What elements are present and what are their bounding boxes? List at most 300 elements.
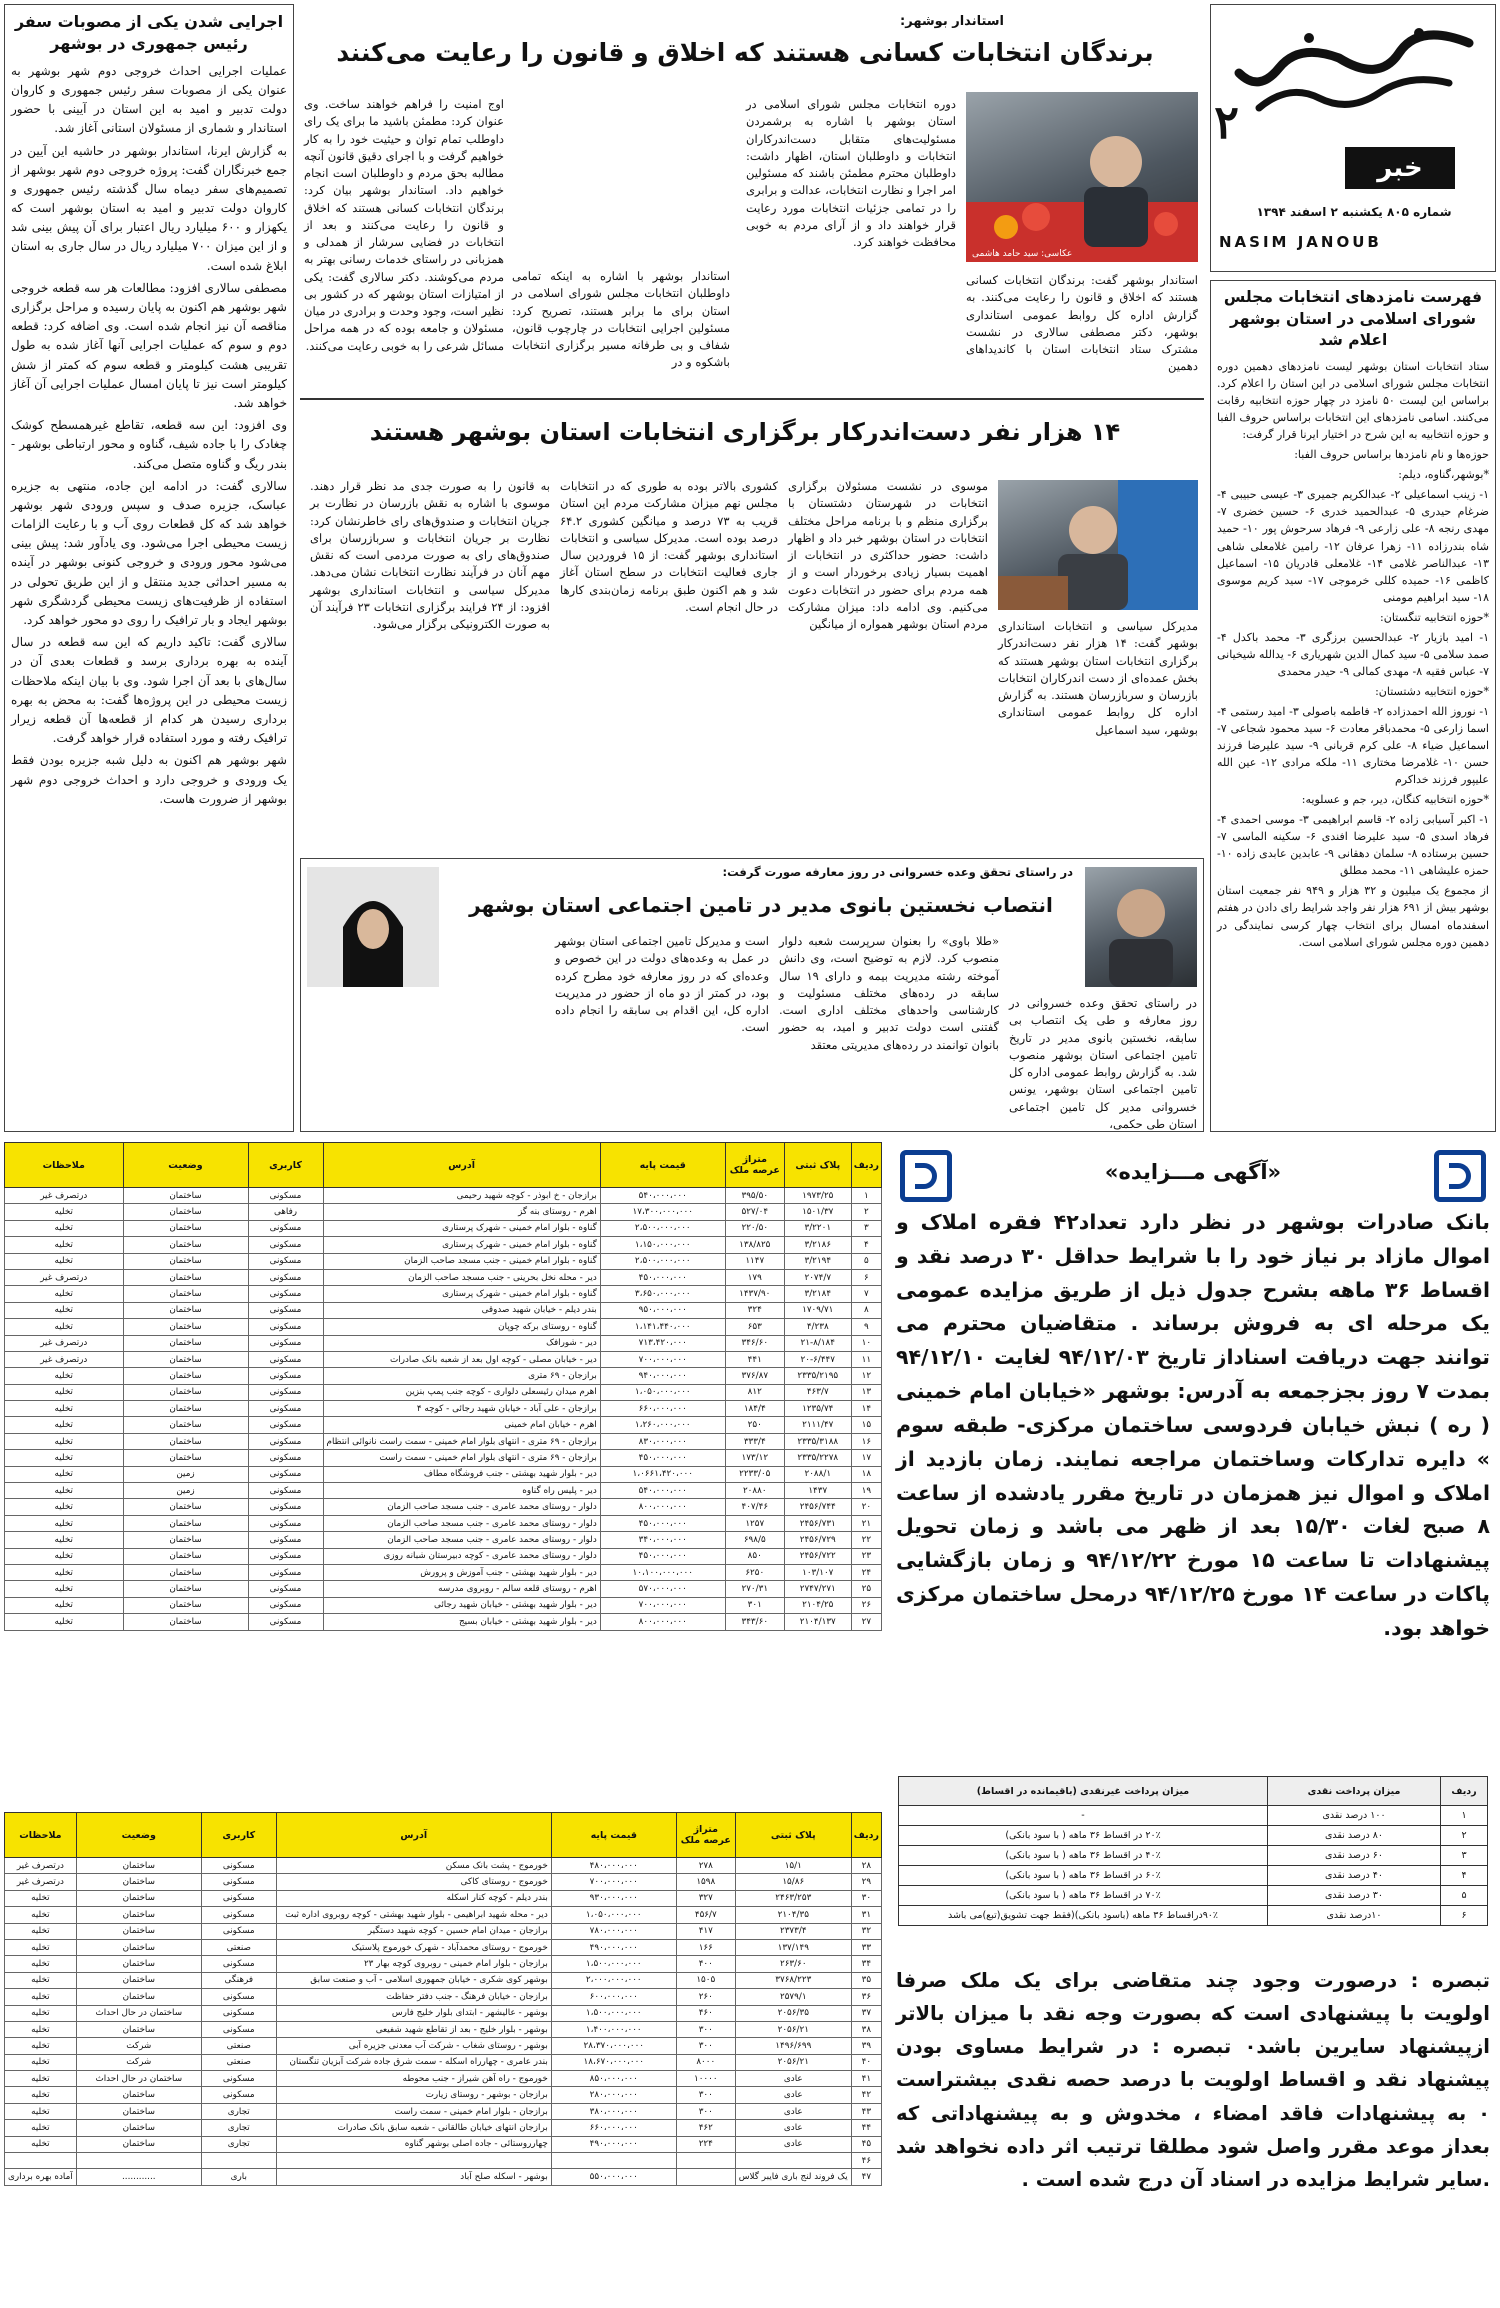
table-cell: شرکت <box>76 2054 201 2070</box>
table-cell: بوشهر - بلوار خلیج - بعد از تقاطع شهید شفیعی <box>276 2021 551 2037</box>
table-cell: درتصرف غیر <box>5 1874 77 1890</box>
table-cell: ساختمان <box>76 1956 201 1972</box>
table-cell: ۲۳۳۵/۳۱۸۸ <box>784 1433 851 1449</box>
candidates-para: حوزه‌ها و نام نامزدها براساس حروف الفبا: <box>1294 448 1489 462</box>
table-cell: ۵۷۰،۰۰۰،۰۰۰ <box>600 1581 725 1597</box>
article-3-photo-director <box>1085 867 1197 987</box>
col-header: ردیف <box>1441 1777 1488 1806</box>
table-cell: برازجان - خ ابوذر - کوچه شهید رحیمی <box>323 1188 600 1204</box>
table-cell: ۲۲۴ <box>676 2136 735 2152</box>
table-cell: ۳۰۱ <box>725 1597 784 1613</box>
table-cell: شرکت <box>76 2038 201 2054</box>
table-row <box>5 1384 882 1400</box>
table-cell: ۴۱ <box>851 2071 881 2087</box>
table-row <box>5 1499 882 1515</box>
col-header: آدرس <box>323 1143 600 1188</box>
table-cell: ساختمان <box>76 2087 201 2103</box>
table-cell: ساختمان <box>76 1989 201 2005</box>
table-cell: ۱،۰۶۶۱،۴۲۰،۰۰۰ <box>600 1466 725 1482</box>
table-cell: چهارروستائی - جاده اصلی بوشهر گناوه <box>276 2136 551 2152</box>
table-cell: درتصرف غیر <box>5 1351 124 1367</box>
table-cell: تخلیه <box>5 1286 124 1302</box>
table-cell: ساختمان <box>76 1874 201 1890</box>
table-cell: دیر - بلوار شهید بهشتی - جنب آموزش و پرورش <box>323 1564 600 1580</box>
table-cell: درتصرف غیر <box>5 1188 124 1204</box>
bank-logo-icon <box>900 1150 952 1202</box>
table-cell: - <box>899 1806 1268 1826</box>
table-row <box>899 1826 1488 1846</box>
col-header: میزان پرداخت غیرنقدی (باقیمانده در اقساط) <box>899 1777 1268 1806</box>
col-header: کاربری <box>248 1143 323 1188</box>
table-row <box>5 2136 882 2152</box>
table-cell: ۱۱۴۷ <box>725 1253 784 1269</box>
article-2-col: مدیرکل سیاسی و انتخابات استانداری بوشهر گفت: ۱۴ هزار نفر دست‌اندرکار برگزاری انتخابات استان بوشهر هستند که بخش عمده‌ای از دست اندرکاران انتخابات بازرسان و سربازرسان هستند. به گزارش اداره کل روابط عمومی استانداری بوشهر، سید اسماعیل <box>998 619 1198 737</box>
table-cell: ۱۰۳/۱۰۷ <box>784 1564 851 1580</box>
table-cell: ۲،۵۰۰،۰۰۰،۰۰۰ <box>600 1253 725 1269</box>
table-cell: ساختمان <box>123 1286 248 1302</box>
speaker-icon <box>966 92 1198 262</box>
table-cell: ۳۰۰ <box>676 2103 735 2119</box>
table-cell: ۱۴۳۷ <box>784 1483 851 1499</box>
candidates-box <box>1210 280 1496 1132</box>
table-cell: ۱۰۰ درصد نقدی <box>1268 1806 1441 1826</box>
table-cell: صنعتی <box>201 2054 276 2070</box>
table-cell: ۳/۲۲۰۱ <box>784 1220 851 1236</box>
table-cell: ۲۷۴۷/۲۷۱ <box>784 1581 851 1597</box>
table-cell <box>735 2153 851 2169</box>
table-row <box>5 2169 882 2185</box>
table-cell: مسکونی <box>248 1433 323 1449</box>
table-cell: ۴۵ <box>851 2136 881 2152</box>
table-cell: ۲۸ <box>851 1858 881 1874</box>
table-cell: ۳۵ <box>851 1972 881 1988</box>
table-cell: دلوار - روستای محمد عامری - کوچه دبیرستان شبانه روزی <box>323 1548 600 1564</box>
table-cell: تخلیه <box>5 1890 77 1906</box>
table-cell: ۱۹۷۳/۲۵ <box>784 1188 851 1204</box>
table-cell: ساختمان <box>76 1972 201 1988</box>
table-cell: تخلیه <box>5 1319 124 1335</box>
table-cell: ۲۲۰/۵۰ <box>725 1220 784 1236</box>
table-cell: ۱۲۳۵/۷۴ <box>784 1401 851 1417</box>
candidates-para: ستاد انتخابات استان بوشهر لیست نامزدهای دهمین دوره انتخابات مجلس شورای اسلامی در این استان را اعلام کرد. براساس این لیست ۵۰ نامزد در چهار حوزه انتخابیه رقابت می‌کنند. اسامی نامزدهای این انتخابات براساس حروف الفبا و حوزه انتخابیه به این شرح در اختیار ایرنا قرار گرفت: <box>1217 360 1489 442</box>
table-cell: ۱،۰۵۰،۰۰۰،۰۰۰ <box>551 1907 676 1923</box>
table-cell: ۴۱۷ <box>676 1923 735 1939</box>
table-cell: ۳ <box>1441 1846 1488 1866</box>
exit-road-para: شهر بوشهر هم اکنون به دلیل شبه جزیره بودن فقط یک ورودی و خروجی دارد و احداث خروجی دوم شهر بوشهر از ضرورت هاست. <box>11 753 287 806</box>
col-header: قیمت پایه <box>551 1813 676 1858</box>
article-2-col: موسوی در نشست مسئولان برگزاری انتخابات در شهرستان دشتستان با برگزاری منظم و با برنامه مراحل مختلف انتخابات در استان بوشهر خبر داد و اظهار داشت: حضور حداکثری در انتخابات از اهمیت بسیار زیادی برخوردار است و از همه مردم برای حضور در انتخابات دعوت می‌کنیم. وی ادامه داد: میزان مشارکت مردم استان بوشهر همواره از میانگین <box>788 479 988 631</box>
table-cell: ۲۱۰۴/۳۵ <box>735 1907 851 1923</box>
col-header: وضعیت <box>76 1813 201 1858</box>
exit-road-body <box>11 62 287 809</box>
table-cell: ۳۴۳/۶۰ <box>725 1614 784 1630</box>
table-cell: مسکونی <box>248 1269 323 1285</box>
table-cell: گناوه - بلوار امام خمینی - شهرک پرستاری <box>323 1220 600 1236</box>
table-cell: ۳۶ <box>851 1989 881 2005</box>
table-cell: ۱۳ <box>851 1384 881 1400</box>
table-cell: ساختمان <box>123 1597 248 1613</box>
table-cell <box>676 2153 735 2169</box>
auction-notes: تبصره : درصورت وجود چند متقاضی برای یک ملک صرفا اولویت با پیشنهادی است که بصورت وجه نقد با میزان بالاتر ازپیشنهاد سایرین باشد۰ تبصره : در شرایط مساوی بودن پیشنهاد نقد و اقساط اولویت با درصد حصه نقدی بیشتراست ۰ به پیشنهادات فاقد امضاء ، مخدوش و به پیشنهاداتی که بعداز موعد مقرر واصل شود مطلقا ترتیب اثر داده نخواهد شد .سایر شرایط مزایده در اسناد آن درج شده است . <box>896 1969 1490 2191</box>
auction-ad <box>890 1142 1496 2304</box>
table-cell: ۴۰۰ <box>676 1956 735 1972</box>
table-cell: برازجان - بلوار امام خمینی - سمت راست <box>276 2103 551 2119</box>
table-cell: ۷۱۳،۴۲۰،۰۰۰ <box>600 1335 725 1351</box>
table-cell: ۲۱ <box>851 1515 881 1531</box>
table-cell: ۲،۵۰۰،۰۰۰،۰۰۰ <box>600 1220 725 1236</box>
table-cell: مسکونی <box>248 1466 323 1482</box>
table-cell: خورموج - روستای کاکی <box>276 1874 551 1890</box>
table-cell: ۹۴۰،۰۰۰،۰۰۰ <box>600 1368 725 1384</box>
director-photo-icon <box>1085 867 1197 987</box>
table-cell: ۲۵ <box>851 1581 881 1597</box>
table-cell: باری <box>201 2169 276 2185</box>
table-row <box>5 1466 882 1482</box>
table-cell: ۲۹ <box>851 1874 881 1890</box>
table-cell: ۵ <box>1441 1886 1488 1906</box>
table-cell: ۴۶۲ <box>676 2120 735 2136</box>
auction-title: «آگهی مـــزایده» <box>1104 1160 1282 1184</box>
table-cell: زمین <box>123 1466 248 1482</box>
table-cell: ساختمان <box>76 2021 201 2037</box>
table-cell: ۸۵۰ <box>725 1548 784 1564</box>
table-cell: ۷۰۰،۰۰۰،۰۰۰ <box>600 1351 725 1367</box>
table-cell: ۳۲۴ <box>725 1302 784 1318</box>
table-cell: مسکونی <box>248 1597 323 1613</box>
table-cell: مسکونی <box>201 2087 276 2103</box>
issue-line: شماره ۸۰۵ یکشنبه ۲ اسفند ۱۳۹۴ <box>1256 205 1452 219</box>
table-cell: مسکونی <box>201 1989 276 2005</box>
table-cell: ۴۸۰،۰۰۰،۰۰۰ <box>551 1858 676 1874</box>
table-cell: ساختمان <box>123 1220 248 1236</box>
woman-photo-icon <box>307 867 439 987</box>
table-row <box>5 1368 882 1384</box>
table-cell: مسکونی <box>248 1237 323 1253</box>
table-cell: ساختمان <box>123 1319 248 1335</box>
table-cell: ۱،۲۶۰،۰۰۰،۰۰۰ <box>600 1417 725 1433</box>
table-cell: ساختمان <box>123 1335 248 1351</box>
exit-road-para: سالاری گفت: در ادامه این جاده، منتهی به جزیره عباسک، جزیره صدف و سپس ورودی شهر بوشهر خواهد شد که کل قطعات روی آب و با رعایت الزامات زیست محیطی اجرا می‌شود. وی یادآور شد: پیش بینی می‌شود محور ورودی و خروجی کنونی بوشهر در آینده به مسیر احداثی جدید منتقل و از این طریق تحولی در استفاده از ظرفیت‌های زیست محیطی گردشگری شهر بوشهر ایجاد و بار ترافیک را روی دو محور خواهد کرد. <box>11 478 287 628</box>
table-cell: دیر - محله نخل بحرینی - جنب مسجد صاحب الزمان <box>323 1269 600 1285</box>
table-cell: مسکونی <box>248 1302 323 1318</box>
table-row <box>5 2087 882 2103</box>
official-photo-icon <box>998 480 1198 610</box>
table-cell: ............ <box>76 2169 201 2185</box>
table-cell: ساختمان در حال احداث <box>76 2071 201 2087</box>
table-cell: ۳۸۰،۰۰۰،۰۰۰ <box>551 2103 676 2119</box>
table-cell <box>676 2169 735 2185</box>
table-cell: ۳۰ درصد نقدی <box>1268 1886 1441 1906</box>
table-cell: مسکونی <box>248 1548 323 1564</box>
table-cell: ۱۴ <box>851 1401 881 1417</box>
table-cell: مسکونی <box>248 1286 323 1302</box>
table-cell: ۶۶۰،۰۰۰،۰۰۰ <box>551 2120 676 2136</box>
table-cell: عادی <box>735 2071 851 2087</box>
article-2-photo <box>998 480 1198 610</box>
article-3-photo-woman <box>307 867 439 987</box>
table-cell: ۴۲ <box>851 2087 881 2103</box>
table-cell: ۴۶۳/۷ <box>784 1384 851 1400</box>
table-cell: ساختمان <box>123 1401 248 1417</box>
exit-road-headline: اجرایی شدن یکی از مصوبات سفر رئیس جمهوری در بوشهر <box>14 12 284 54</box>
table-cell: تخلیه <box>5 2021 77 2037</box>
table-row <box>5 1597 882 1613</box>
table-row <box>5 1907 882 1923</box>
table-cell: ۴۵۰،۰۰۰،۰۰۰ <box>600 1548 725 1564</box>
table-cell: ۲۰۷۴/۷ <box>784 1269 851 1285</box>
table-cell: ۱،۱۵۰،۰۰۰،۰۰۰ <box>600 1237 725 1253</box>
table-cell: ۳۱ <box>851 1907 881 1923</box>
bank-logo-icon <box>1434 1150 1486 1202</box>
table-cell: عادی <box>735 2087 851 2103</box>
table-cell: ۲۳۷۳/۴ <box>735 1923 851 1939</box>
table-cell: ۷۰۰،۰۰۰،۰۰۰ <box>600 1597 725 1613</box>
table-cell: ۴۹۰،۰۰۰،۰۰۰ <box>551 1939 676 1955</box>
table-cell: ۵۴۰،۰۰۰،۰۰۰ <box>600 1188 725 1204</box>
table-row <box>5 2038 882 2054</box>
table-cell: تخلیه <box>5 1614 124 1630</box>
payment-table <box>898 1776 1488 1926</box>
table-cell: ۱ <box>851 1188 881 1204</box>
exit-road-para: به گزارش ایرنا، استاندار بوشهر در حاشیه این آیین در جمع خبرنگاران گفت: پروژه خروجی دوم شهر بوشهر از تصمیم‌های سفر دیماه سال گذشته رئیس جمهوری و کاروان دولت تدبیر و امید به استان بوشهر است که یکهزار و ۶۰۰ میلیارد ریال اعتبار برای آن پیش بینی شد و از این میزان ۷۰۰ میلیارد ریال در سال جاری به استان ابلاغ شده است. <box>11 143 288 273</box>
table-cell: ۲۱۰۴/۱۳۷ <box>784 1614 851 1630</box>
table-cell: ۲۰٪ در اقساط ۳۶ ماهه ( با سود بانکی) <box>899 1826 1268 1846</box>
table-cell: ۱۷،۳۰۰،۰۰۰،۰۰۰ <box>600 1204 725 1220</box>
table-cell: تخلیه <box>5 1532 124 1548</box>
table-cell: ۲۴۵۶/۷۳۱ <box>784 1515 851 1531</box>
table-row <box>5 1564 882 1580</box>
table-row <box>5 1253 882 1269</box>
article-1-col: استاندار بوشهر با اشاره به اینکه تمامی داوطلبان انتخابات مجلس شورای اسلامی در استان برای ما برابر هستند، تصریح کرد: مسئولین اجرایی انتخابات در چارچوب قانون، شفاف و بی طرفانه مسیر برگزاری انتخابات باشکوه و در <box>512 269 730 370</box>
table-cell: دیر - بلوار شهید بهشتی - خیابان بسیج <box>323 1614 600 1630</box>
col-header: ردیف <box>851 1813 881 1858</box>
table-cell: ساختمان <box>123 1450 248 1466</box>
table-cell: ۱۲۵۷ <box>725 1515 784 1531</box>
table-cell: مسکونی <box>248 1532 323 1548</box>
article-2-col: به قانون را به صورت جدی مد نظر قرار دهند. موسوی با اشاره به نقش بازرسان در نظارت بر جریان انتخابات و صندوق‌های رای خاطرنشان کرد: نظارت بر جریان انتخابات و سربازرسان برای صندوق‌های رای به صورت مردمی است که نقش مهم آنان در فرآیند نظارت انتخابات نشان می‌دهد. مدیرکل سیاسی و انتخابات استانداری بوشهر افزود: از ۲۴ فرایند برگزاری انتخابات ۲۳ فرآیند آن به صورت الکترونیکی برگزار می‌شود. <box>310 479 551 631</box>
table-cell: ۶۶۰،۰۰۰،۰۰۰ <box>600 1401 725 1417</box>
properties-table-1 <box>4 1142 882 1631</box>
table-cell: مسکونی <box>248 1368 323 1384</box>
table-cell: تخلیه <box>5 1483 124 1499</box>
table-cell: ۹۵۰،۰۰۰،۰۰۰ <box>600 1302 725 1318</box>
table-row <box>5 1188 882 1204</box>
table-cell: تخلیه <box>5 1368 124 1384</box>
table-cell: ۲۲۳۳/۰۵ <box>725 1466 784 1482</box>
table-cell: برازجان - میدان امام حسین - کوچه شهید دستگیر <box>276 1923 551 1939</box>
article-1 <box>300 4 1204 392</box>
exit-road-para: مصطفی سالاری افزود: مطالعات هر سه قطعه خروجی شهر بوشهر هم اکنون به پایان رسیده و مراحل برگزاری مناقصه آن نیز انجام شده است. وی اضافه کرد: قطعه دوم و سوم که عملیات اجرایی آنها آغاز شده به طول تقریبی هشت کیلومتر و قطعه سوم که کمتر از شش کیلومتر است نیز تا پایان امسال عملیات اجرایی آن آغاز خواهد شد. <box>11 280 287 410</box>
table-cell: ۱۵/۸۶ <box>735 1874 851 1890</box>
table-cell: ۸۰ درصد نقدی <box>1268 1826 1441 1846</box>
table-cell: ۱۷۰۹/۷۱ <box>784 1302 851 1318</box>
table-cell: ۴/۲۳۸ <box>784 1319 851 1335</box>
article-2-col: کشوری بالاتر بوده به طوری که در انتخابات مجلس نهم میزان مشارکت مردم این استان قریب به ۷۳ درصد و میانگین کشوری ۶۴.۲ درصد بوده است. مدیرکل سیاسی و انتخابات استانداری بوشهر گفت: از ۱۵ فروردین سال جاری فعالیت انتخابات در سطح استان آغاز شد و هم اکنون طبق برنامه زمان‌بندی کارها در حال انجام است. <box>560 479 778 614</box>
table-cell: ۲ <box>1441 1826 1488 1846</box>
table-cell: عادی <box>735 2120 851 2136</box>
col-header: متراژ عرصه ملک <box>725 1143 784 1188</box>
article-3 <box>300 858 1204 1132</box>
exit-road-para: وی افزود: این سه قطعه، تقاطع غیرهمسطح کوشک چغادک را با جاده شیف، گناوه و محور ارتباطی بوشهر - بندر ریگ و گناوه متصل می‌کند. <box>11 418 287 471</box>
table-cell: مسکونی <box>201 1956 276 1972</box>
table-row <box>5 1532 882 1548</box>
table-cell: ۲،۰۰۰،۰۰۰،۰۰۰ <box>551 1972 676 1988</box>
table-cell: ۱۵/۱ <box>735 1858 851 1874</box>
table-cell: ساختمان <box>123 1302 248 1318</box>
table-cell: تخلیه <box>5 1220 124 1236</box>
table-cell: ۱۵۰۱/۳۷ <box>784 1204 851 1220</box>
article-2 <box>300 398 1204 850</box>
table-cell: ۲۰۸۸۰ <box>725 1483 784 1499</box>
col-header: قیمت پایه <box>600 1143 725 1188</box>
table-cell: عادی <box>735 2136 851 2152</box>
table-cell: ۲۴۵۶/۷۲۹ <box>784 1532 851 1548</box>
table-cell: ۱۵۰۵ <box>676 1972 735 1988</box>
candidates-para: *بوشهر،گناوه، دیلم: <box>1398 468 1489 482</box>
table-cell: مسکونی <box>201 1858 276 1874</box>
table-cell: ۲۰۸۸/۱ <box>784 1466 851 1482</box>
table-cell: ۸۰۰،۰۰۰،۰۰۰ <box>600 1614 725 1630</box>
table-cell: تخلیه <box>5 1564 124 1580</box>
table-cell: ۵۲۷/۰۴ <box>725 1204 784 1220</box>
table-row <box>5 1890 882 1906</box>
table-cell: ۴۴ <box>851 2120 881 2136</box>
table-cell: مسکونی <box>248 1564 323 1580</box>
section-label: خبر <box>1345 147 1455 189</box>
table-cell: دیر - خیابان مصلی - کوچه اول بعد از شعبه بانک صادرات <box>323 1351 600 1367</box>
table-cell: ساختمان <box>123 1581 248 1597</box>
table-cell: ۲۰-۶/۴۴۷ <box>784 1351 851 1367</box>
table-cell: بندر دیلم - خیابان شهید صدوقی <box>323 1302 600 1318</box>
table-cell: تخلیه <box>5 1384 124 1400</box>
table-row <box>5 2005 882 2021</box>
table-cell: ساختمان <box>76 2103 201 2119</box>
table-cell: ۲۱۰۴/۲۵ <box>784 1597 851 1613</box>
table-cell: مسکونی <box>248 1614 323 1630</box>
auction-body: بانک صادرات بوشهر در نظر دارد تعداد۴۲ فقره املاک و اموال مازاد بر نیاز خود را با شرایط حداقل ۳۰ درصد نقد و اقساط ۳۶ ماهه بشرح جدول ذیل از طریق مزایده عمومی یک مرحله ای به فروش برساند . متقاضیان محترم می توانند جهت دریافت اسناداز تاریخ ۹۴/۱۲/۰۳ لغایت ۹۴/۱۲/۱۰ بمدت ۷ روز بجزجمعه به آدرس: بوشهر «خیابان امام خمینی ( ره ) نبش خیابان فردوسی ساختمان مرکزی- طبقه سوم » دایره تدارکات وساختمان مراجعه نمایند. زمان بازدید از املاک و اموال نیز همزمان در تاریخ مقرر یادشده از ساعت ۸ صبح لغات ۱۵/۳۰ بعد از ظهر می باشد و زمان تحویل پیشنهادات تا ساعت ۱۵ مورخ ۹۴/۱۲/۲۲ و زمان بازگشایی پاکات در ساعت ۱۴ مورخ ۹۴/۱۲/۲۵ درمحل ساختمان مرکزی خواهد بود. <box>896 1210 1491 1640</box>
table-cell: ساختمان <box>123 1614 248 1630</box>
table-cell: ۴۰ درصد نقدی <box>1268 1866 1441 1886</box>
table-cell: ۱،۵۰۰،۰۰۰،۰۰۰ <box>551 1956 676 1972</box>
table-row <box>5 2103 882 2119</box>
table-row <box>5 1956 882 1972</box>
properties-table-2 <box>4 1812 882 2186</box>
table-cell: مسکونی <box>248 1220 323 1236</box>
col-header: وضعیت <box>123 1143 248 1188</box>
candidates-para: ۱- نوروز الله احمدزاده ۲- فاطمه باصولی ۳- امید رستمی ۴- اسما زارعی ۵- محمدباقر معادت ۶- سید محمود شجاعی ۷- اسماعیل ضیاء ۸- علی کرم قربانی ۹- سید علیرضا فرزند حسن ۱۰- غلامرضا مختاری ۱۱- ملکه مرادی ۱۲- عین الله علیپور فرزند خداکرم <box>1217 704 1490 787</box>
table-cell: درتصرف غیر <box>5 1335 124 1351</box>
table-cell: ۳۴۰،۰۰۰،۰۰۰ <box>600 1532 725 1548</box>
table-row <box>5 1237 882 1253</box>
table-cell: تخلیه <box>5 1989 77 2005</box>
table-cell: خورموج - راه آهن شیراز - جنب محوطه <box>276 2071 551 2087</box>
col-header: ردیف <box>851 1143 881 1188</box>
table-cell: دیر - محله شهید ابراهیمی - بلوار شهید بهشتی - کوچه روبروی اداره ثبت <box>276 1907 551 1923</box>
table-cell: ۳۷۶/۸۷ <box>725 1368 784 1384</box>
table-cell: ۳۰ <box>851 1890 881 1906</box>
table-cell: ساختمان <box>123 1269 248 1285</box>
table-row <box>5 1417 882 1433</box>
table-cell: ۳۷ <box>851 2005 881 2021</box>
table-cell: تخلیه <box>5 1923 77 1939</box>
table-cell: ساختمان <box>123 1368 248 1384</box>
table-cell: درتصرف غیر <box>5 1269 124 1285</box>
article-1-kicker: استاندار بوشهر: <box>900 14 1004 29</box>
table-cell: ۱،۱۴۱،۴۴۰،۰۰۰ <box>600 1319 725 1335</box>
article-3-headline: انتصاب نخستین بانوی مدیر در تامین اجتماعی استان بوشهر <box>469 893 1053 917</box>
table-cell: ۹ <box>851 1319 881 1335</box>
table-cell: بوشهر - روستای شغاب - شرکت آب معدنی جزیره آبی <box>276 2038 551 2054</box>
table-cell: ۴۷ <box>851 2169 881 2185</box>
article-3-col: «طلا باوی» را بعنوان سرپرست شعبه دلوار منصوب کرد. لازم به توضیح است، وی دانش آموخته رشته مدیریت بیمه و دارای ۱۹ سال سابقه در رده‌های مختلف مسئولیت و کارشناسی واحدهای مختلف اداری است. گفتنی است دولت تدبیر و امید، به حضور بانوان توانمند در رده‌های مدیریتی معتقد <box>779 934 1000 1052</box>
table-cell: تخلیه <box>5 1972 77 1988</box>
table-cell: ۲۰۵۶/۳۵ <box>735 2005 851 2021</box>
table-cell: تخلیه <box>5 2054 77 2070</box>
table-cell <box>76 2153 201 2169</box>
table-cell: ساختمان <box>123 1188 248 1204</box>
table-cell: ۶۲۵۰ <box>725 1564 784 1580</box>
table-cell: ۶۰۰،۰۰۰،۰۰۰ <box>551 1989 676 2005</box>
table-cell: ۴۵۶/۷ <box>676 1907 735 1923</box>
table-cell: دیر - پلیس راه گناوه <box>323 1483 600 1499</box>
table-cell: مسکونی <box>248 1319 323 1335</box>
table-cell: ۴۶ <box>851 2153 881 2169</box>
table-cell: ۱۴۳۷/۹۰ <box>725 1286 784 1302</box>
table-cell: ۳۰۰ <box>676 2087 735 2103</box>
table-cell: تخلیه <box>5 2120 77 2136</box>
table-cell: دلوار - روستای محمد عامری - جنب مسجد صاحب الزمان <box>323 1515 600 1531</box>
table-cell: تخلیه <box>5 2038 77 2054</box>
table-cell: مسکونی <box>248 1515 323 1531</box>
exit-road-para: سالاری گفت: تاکید داریم که این سه قطعه در سال آینده به بهره برداری برسد و قطعات بعدی آن در سال‌های با بعد آن اجرا شود. وی با بیان اینکه ملاحظات زیست محیطی در این پروژه‌ها گفت: به محض به بهره برداری رسیدن هر کدام از قطعه‌ها آن قطعه زیرار ترافیک رفته و مورد استفاده قرار خواهد گرفت. <box>11 635 287 746</box>
table-cell: مسکونی <box>201 1907 276 1923</box>
table-cell: ۳۳ <box>851 1939 881 1955</box>
table-cell: مسکونی <box>248 1417 323 1433</box>
article-1-photo <box>966 92 1198 262</box>
exit-road-box <box>4 4 294 1132</box>
table-cell: ۷۸۰،۰۰۰،۰۰۰ <box>551 1923 676 1939</box>
table-cell: خورموج - پشت بانک مسکن <box>276 1858 551 1874</box>
table-cell: ۲۳۳۵/۲۲۷۸ <box>784 1450 851 1466</box>
table-cell: ۲۶۳/۶۰ <box>735 1956 851 1972</box>
table-cell: ۱۷۳/۱۲ <box>725 1450 784 1466</box>
table-cell: تخلیه <box>5 2087 77 2103</box>
table-cell: بندر عامری - چهارراه اسکله - سمت شرق جاده شرکت آبزیان تنگستان <box>276 2054 551 2070</box>
table-cell: ساختمان <box>76 1907 201 1923</box>
article-1-headline: برندگان انتخابات کسانی هستند که اخلاق و قانون را رعایت می‌کنند <box>336 38 1154 67</box>
table-row <box>5 1923 882 1939</box>
table-cell: ۳۹۵/۵۰ <box>725 1188 784 1204</box>
table-cell: ساختمان <box>76 1890 201 1906</box>
table-cell: مسکونی <box>248 1253 323 1269</box>
table-cell: ۴۹۰،۰۰۰،۰۰۰ <box>551 2136 676 2152</box>
table-cell: ۳۳۳/۴ <box>725 1433 784 1449</box>
article-1-col: دوره انتخابات مجلس شورای اسلامی در استان بوشهر با اشاره به برشمردن مسئولیت‌های متقابل دست‌اندرکاران انتخابات و داوطلبان استان، اظهار داشت: داوطلبان محترم مطمئن باشند که مسئولین امر اجرا و نظارت انتخابات، عدالت و برابری را در تمامی جزئیات انتخابات مورد رعایت قرار خواهند داد و از آرای مردم به خوبی محافظت خواهند کرد. <box>746 97 956 249</box>
table-cell: تخلیه <box>5 1237 124 1253</box>
table-cell: مسکونی <box>201 1890 276 1906</box>
table-cell: ۳/۲۱۸۴ <box>784 1286 851 1302</box>
payment-table-wrap <box>898 1776 1488 1926</box>
article-3-col: است و مدیرکل تامین اجتماعی استان بوشهر در عمل به وعده‌های دولت در این خصوص و وعده‌ای که در روز معارفه خود مطرح کرده بود، در کمتر از دو ماه از حضور در مدیریت اداره کل، این اقدام بی سابقه را انجام داده است. <box>555 934 769 1035</box>
table-cell: گناوه - بلوار امام خمینی - شهرک پرستاری <box>323 1286 600 1302</box>
table-cell: ۳۰۰ <box>676 2021 735 2037</box>
table-cell: ۲۴۶۳/۲۵۳ <box>735 1890 851 1906</box>
table-cell: اهرم میدان رئیسعلی دلواری - کوچه جنب پمپ بنزین <box>323 1384 600 1400</box>
table-cell: ۳،۶۵۰،۰۰۰،۰۰۰ <box>600 1286 725 1302</box>
table-cell: ۸ <box>851 1302 881 1318</box>
table-cell: ساختمان <box>123 1548 248 1564</box>
table-cell: صنعتی <box>201 1939 276 1955</box>
